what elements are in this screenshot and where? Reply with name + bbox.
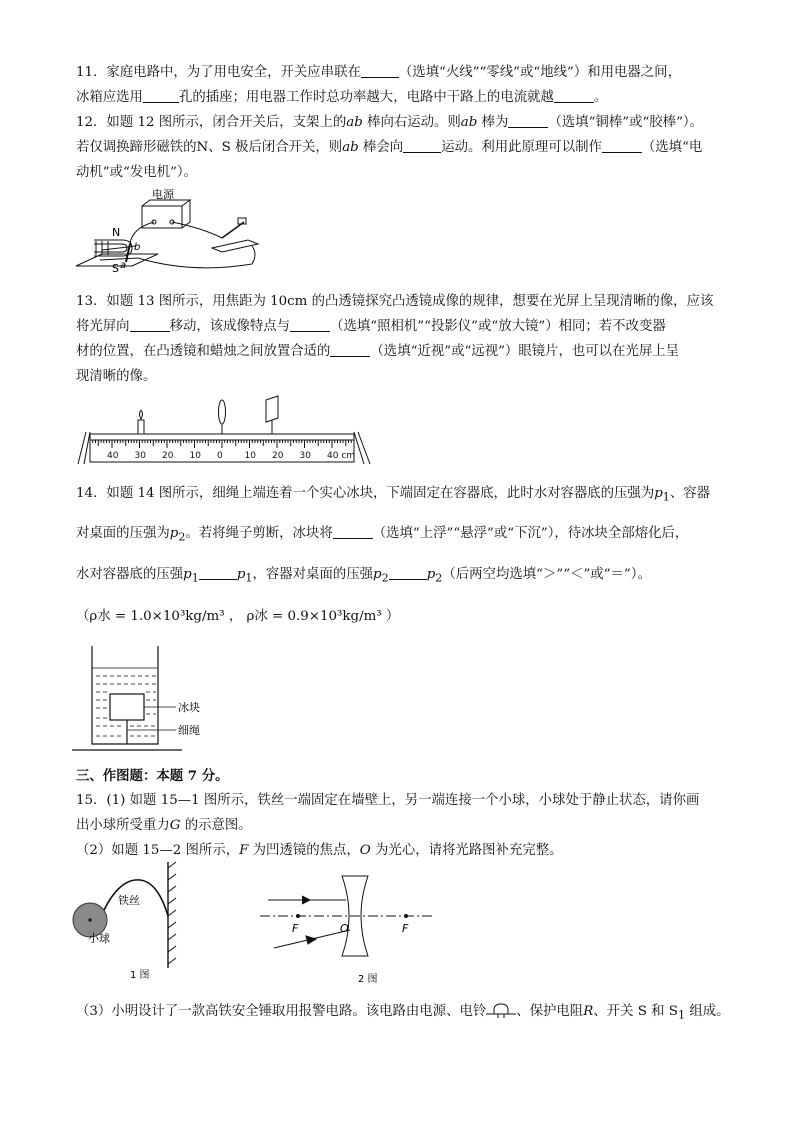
q13-text: （选填“近视”或“远视”）眼镜片，也可以在光屏上呈	[370, 344, 680, 359]
q13-blank-1[interactable]	[130, 318, 170, 332]
q15-text: 的示意图。	[180, 818, 252, 833]
q12-text: 若仅调换蹄形磁铁的N、S 极后闭合开关，则	[76, 140, 343, 155]
light-screen	[266, 396, 278, 422]
q12-text: 棒会向	[358, 140, 404, 155]
q13-text: 移动，该成像特点与	[169, 319, 291, 334]
focus-left-label: F	[292, 922, 299, 935]
q12-text: 棒为	[477, 115, 509, 130]
figure-15-1-ball-on-wire	[70, 858, 190, 984]
q11-text: 11．家庭电路中，为了用电安全，开关应串联在	[76, 65, 361, 80]
ice-label: 冰块	[178, 701, 200, 714]
q15-line4	[76, 1002, 730, 1025]
subscript: 1	[191, 571, 199, 585]
q11-blank-3[interactable]	[554, 89, 594, 103]
q12-text: 棒向右运动。则	[362, 115, 461, 130]
q15-text: 为光心，请将光路图补充完整。	[370, 843, 563, 858]
subscript: 2	[381, 571, 389, 585]
q13-blank-2[interactable]	[290, 318, 330, 332]
g-symbol: G	[169, 818, 181, 833]
a-label: a	[120, 260, 127, 271]
ruler-label: 40 cm	[327, 451, 356, 461]
q13-line4	[76, 368, 156, 386]
q13-text: 13．如题 13 图所示，用焦距为 10cm 的凸透镜探究凸透镜成像的规律，想要在光屏上呈现清晰的像，应该	[76, 294, 714, 309]
q14-blank-2[interactable]	[199, 566, 237, 580]
wire	[138, 246, 255, 268]
q15-text: 组成。	[685, 1004, 730, 1019]
q12-text: 动机”或“发电机”）。	[76, 165, 197, 180]
subscript: 1	[662, 490, 670, 504]
section-title-text: 三、作图题：本题 7 分。	[76, 768, 229, 784]
bench-leg-right	[354, 432, 370, 464]
s-pole-label: S	[112, 262, 119, 275]
focus-right-dot	[404, 914, 408, 918]
p-symbol: p	[373, 567, 382, 582]
q13-blank-3[interactable]	[330, 343, 370, 357]
ab-symbol: ab	[460, 115, 478, 130]
optical-center-label: O	[340, 922, 349, 935]
figure-2-caption: 2 图	[358, 974, 378, 985]
convex-lens	[219, 400, 226, 424]
q14-line3	[76, 566, 651, 588]
wall-hatching	[168, 862, 176, 964]
q14-blank-1[interactable]	[333, 525, 373, 539]
q13-text: 材的位置，在凸透镜和蜡烛之间放置合适的	[76, 344, 331, 359]
q14-line1	[76, 485, 710, 507]
subscript: 2	[435, 571, 443, 585]
q13-text: （选填“照相机”“投影仪”或“放大镜”）相同；若不改变器	[330, 319, 666, 334]
p-symbol: p	[426, 567, 436, 582]
q15-line1	[76, 792, 699, 810]
q12-line2	[76, 139, 702, 157]
bench-leg-left	[78, 432, 90, 464]
arrow-icon	[306, 936, 316, 944]
q12-blank-1[interactable]	[508, 114, 548, 128]
figure-13-optical-bench	[72, 392, 376, 472]
candle-flame-icon	[140, 410, 143, 419]
section-3-title	[76, 767, 229, 785]
rail	[100, 258, 138, 260]
q11-blank-1[interactable]	[361, 64, 399, 78]
ruler-label: 20	[162, 451, 174, 461]
q11-line1	[76, 64, 681, 82]
q11-text: 。	[593, 90, 608, 105]
ruler-label: 40	[107, 451, 119, 461]
q12-line1	[76, 114, 703, 132]
focus-right-label: F	[402, 922, 409, 935]
q13-line3	[76, 343, 679, 361]
q12-text: （选填“铜棒”或“胶棒”）。	[548, 115, 703, 130]
q14-text: ，容器对桌面的压强	[252, 567, 374, 582]
ruler-label: 10	[189, 451, 201, 461]
p-symbol: p	[169, 526, 179, 541]
ruler-label: 30	[134, 451, 146, 461]
p-symbol: p	[654, 486, 663, 501]
p-symbol: p	[236, 567, 246, 582]
focus-left-dot	[296, 914, 300, 918]
b-label: b	[134, 242, 141, 253]
subscript: 2	[178, 530, 186, 544]
q11-text: 冰箱应选用	[76, 90, 143, 105]
ruler-ticks	[90, 440, 354, 448]
rope-label: 细绳	[178, 724, 200, 737]
q12-blank-3[interactable]	[602, 139, 642, 153]
wire-label: 铁丝	[118, 894, 140, 907]
q12-text: 12．如题 12 图所示，闭合开关后，支架上的	[76, 115, 347, 130]
r-symbol: R	[583, 1004, 594, 1019]
q15-text: 15．(1) 如题 15—1 图所示，铁丝一端固定在墙壁上，另一端连接一个小球，小球处于静止状态，请你画	[76, 793, 700, 808]
q15-text: （2）如题 15—2 图所示，	[76, 843, 240, 858]
q11-text: （选填“火线”“零线”或“地线”）和用电器之间，	[398, 65, 681, 80]
q14-text: （选填“上浮”“悬浮”或“下沉”），待冰块全部熔化后，	[372, 526, 689, 541]
density-values: （ρ水 = 1.0×10³kg/m³ ， ρ冰 = 0.9×10³kg/m³ ）	[76, 609, 400, 624]
q14-text: 水对容器底的压强	[76, 567, 184, 582]
q14-text: 14．如题 14 图所示，细绳上端连着一个实心冰块，下端固定在容器底，此时水对容器底的压强为	[76, 486, 655, 501]
q12-blank-2[interactable]	[403, 139, 441, 153]
q14-density	[76, 608, 399, 626]
ruler-label: 20	[272, 451, 284, 461]
ice-block	[110, 694, 144, 720]
figure-15-2-concave-lens	[258, 868, 438, 986]
ruler-label: 30	[299, 451, 311, 461]
ball-label: 小球	[88, 932, 110, 945]
rail	[102, 246, 136, 250]
q11-text: 孔的插座；用电器工作时总功率越大，电路中干路上的电流就越	[178, 90, 554, 105]
candle	[138, 420, 144, 434]
q15-text: 出小球所受重力	[76, 818, 170, 833]
o-symbol: O	[359, 843, 371, 858]
ab-symbol: ab	[346, 115, 363, 130]
q11-line2	[76, 89, 607, 107]
q14-blank-3[interactable]	[389, 566, 427, 580]
q13-line2	[76, 318, 666, 336]
q14-text: 对桌面的压强为	[76, 526, 170, 541]
q13-text: 将光屏向	[76, 319, 130, 334]
f-symbol: F	[239, 843, 249, 858]
ruler-label: 0	[217, 451, 223, 461]
q11-blank-2[interactable]	[143, 89, 179, 103]
q12-text: （选填“电	[641, 140, 703, 155]
q12-line3	[76, 164, 197, 182]
switch-base	[212, 240, 258, 252]
q13-line1	[76, 293, 713, 311]
figure-14-container	[72, 640, 242, 756]
ruler-label: 10	[244, 451, 256, 461]
subscript: 1	[245, 571, 253, 585]
ball-center-dot	[88, 918, 91, 921]
subscript: 1	[677, 1008, 686, 1022]
q14-text: 、容器	[669, 486, 711, 501]
q15-text: （3）小明设计了一款高铁安全锤取用报警电路。该电路由电源、电铃	[76, 1004, 487, 1019]
power-box	[142, 206, 182, 228]
q14-text: （后两空均选填“＞”“＜”或“＝”）。	[442, 567, 651, 582]
n-pole-label: N	[112, 226, 121, 239]
electric-bell-icon	[486, 1002, 516, 1018]
q14-line2	[76, 525, 688, 547]
q15-text: 、保护电阻	[516, 1004, 584, 1019]
q15-line2	[76, 817, 252, 835]
q15-text: 、开关 S 和 S	[593, 1004, 678, 1019]
q13-text: 现清晰的像。	[76, 369, 157, 384]
arrow-icon	[302, 896, 310, 904]
power-label: 电源	[152, 188, 174, 201]
q12-text: 运动。利用此原理可以制作	[441, 140, 602, 155]
q15-text: 为凹透镜的焦点，	[248, 843, 360, 858]
ab-symbol: ab	[342, 140, 359, 155]
figure-1-caption: 1 图	[130, 970, 150, 981]
q14-text: 。若将绳子剪断，冰块将	[185, 526, 333, 541]
wire	[172, 222, 222, 238]
figure-12-motor-apparatus	[72, 188, 272, 278]
p-symbol: p	[183, 567, 192, 582]
